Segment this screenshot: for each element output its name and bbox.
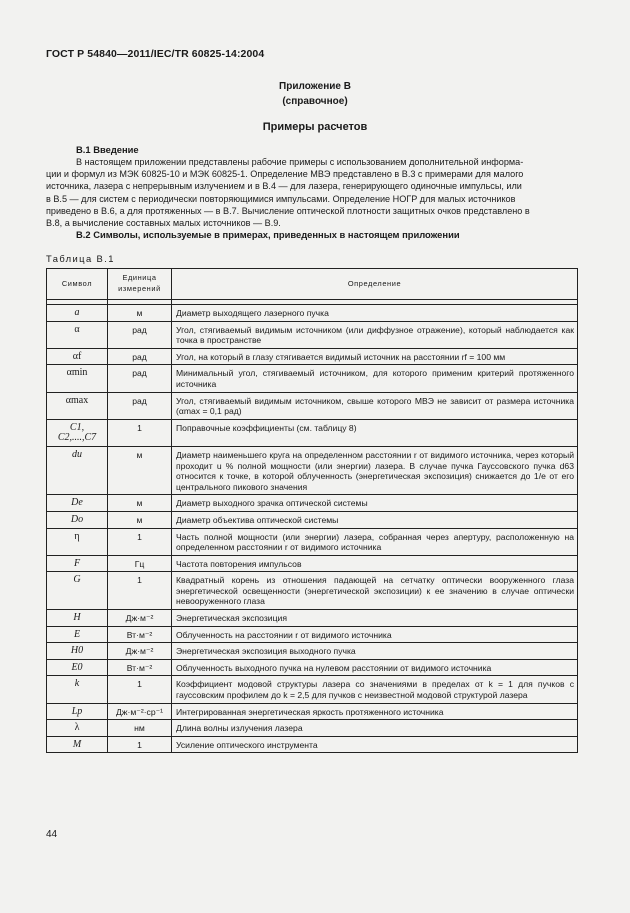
intro-line: В.8, а вычисление составных малых источников — В.9.	[46, 218, 281, 229]
table-row	[47, 511, 578, 528]
cell-definition: Длина волны излучения лазера	[172, 720, 578, 737]
cell-unit: м	[108, 305, 172, 322]
table-row	[47, 626, 578, 643]
cell-definition: Минимальный угол, стягиваемый источником, для которого применим критерий протяженного источника	[172, 365, 578, 392]
cell-unit: рад	[108, 321, 172, 348]
cell-unit: 1	[108, 528, 172, 555]
cell-unit: Гц	[108, 555, 172, 572]
cell-definition: Диаметр наименьшего круга на определенном расстоянии r от видимого источника, через который проходит u % полной мощности (или энергии) лазера. В случае пучка Гауссовского пучка d63 относится к точке, в которой облученность (энергетическая экспозиция) снижается до 1/e от его центрального пикового значения	[172, 446, 578, 494]
annex-title: Приложение В	[279, 81, 351, 92]
cell-definition: Облученность выходного пучка на нулевом расстоянии от видимого источника	[172, 659, 578, 676]
cell-symbol: E	[47, 626, 108, 643]
cell-definition: Угол, стягиваемый видимым источником (или диффузное отражение), который наблюдается как точка в пространстве	[172, 321, 578, 348]
intro-line: приведено в В.6, а для протяженных — в В.7. Вычисление оптической плотности защитных очков представлено в	[46, 205, 530, 216]
intro-line: В настоящем приложении представлены рабочие примеры с использованием дополнительной информа-	[76, 157, 524, 167]
intro-line: ции и формул из МЭК 60825-10 и МЭК 60825-1. Определение МВЭ представлено в В.3 с примерами для малого	[46, 169, 524, 180]
table-row	[47, 703, 578, 720]
section-b1-text	[46, 156, 578, 229]
cell-definition: Интегрированная энергетическая яркость протяженного источника	[172, 703, 578, 720]
cell-definition: Частота повторения импульсов	[172, 555, 578, 572]
cell-definition: Коэффициент модовой структуры лазера со значениями в пределах от k = 1 для пучков с гауссовским профилем до k = 2,5 для пучков с неизвестной модовой структурой лазера	[172, 676, 578, 703]
cell-symbol: F	[47, 555, 108, 572]
table-row	[47, 321, 578, 348]
cell-symbol: λ	[47, 720, 108, 737]
cell-symbol: H0	[47, 643, 108, 660]
table-row	[47, 555, 578, 572]
table-row	[47, 643, 578, 660]
table-row	[47, 392, 578, 419]
cell-definition: Угол, стягиваемый видимым источником, свыше которого МВЭ не зависит от размера источника (αmax = 0,1 рад)	[172, 392, 578, 419]
table-row	[47, 495, 578, 512]
standard-header: ГОСТ Р 54840—2011/IEC/TR 60825-14:2004	[46, 48, 265, 60]
cell-unit: м	[108, 511, 172, 528]
cell-unit: м	[108, 446, 172, 494]
cell-symbol: du	[47, 446, 108, 494]
cell-symbol: G	[47, 572, 108, 610]
cell-symbol: E0	[47, 659, 108, 676]
cell-unit: Дж·м⁻²	[108, 643, 172, 660]
cell-definition: Усиление оптического инструмента	[172, 736, 578, 753]
cell-unit: Вт·м⁻²	[108, 659, 172, 676]
cell-symbol: αf	[47, 348, 108, 365]
cell-symbol: M	[47, 736, 108, 753]
cell-symbol: H	[47, 610, 108, 627]
cell-symbol: η	[47, 528, 108, 555]
symbols-table	[46, 268, 578, 753]
cell-unit: нм	[108, 720, 172, 737]
annex-status: (справочное)	[282, 96, 348, 107]
col-header-definition: Определение	[172, 269, 578, 300]
table-row	[47, 305, 578, 322]
cell-definition: Энергетическая экспозиция выходного пучка	[172, 643, 578, 660]
cell-symbol: De	[47, 495, 108, 512]
cell-symbol: Do	[47, 511, 108, 528]
cell-unit: Дж·м⁻²·ср⁻¹	[108, 703, 172, 720]
cell-unit: 1	[108, 572, 172, 610]
table-row	[47, 419, 578, 446]
cell-unit: 1	[108, 676, 172, 703]
table-row	[47, 736, 578, 753]
cell-unit: 1	[108, 419, 172, 446]
table-row	[47, 365, 578, 392]
cell-symbol: k	[47, 676, 108, 703]
cell-symbol: α	[47, 321, 108, 348]
cell-unit: Вт·м⁻²	[108, 626, 172, 643]
cell-unit: 1	[108, 736, 172, 753]
cell-symbol: αmin	[47, 365, 108, 392]
cell-definition: Поправочные коэффициенты (см. таблицу 8)	[172, 419, 578, 446]
cell-symbol: αmax	[47, 392, 108, 419]
table-header-row	[47, 269, 578, 300]
cell-definition: Часть полной мощности (или энергии) лазера, собранная через апертуру, расположенную на определенном расстоянии r от видимого источника	[172, 528, 578, 555]
table-row	[47, 720, 578, 737]
table-row	[47, 572, 578, 610]
cell-definition: Диаметр объектива оптической системы	[172, 511, 578, 528]
intro-line: в В.5 — для систем с периодически повторяющимися импульсами. Определение НОГР для малых источников	[46, 193, 516, 204]
col-header-unit: Единица измерений	[108, 269, 172, 300]
cell-symbol: C1, C2,....,C7	[47, 419, 108, 446]
cell-definition: Диаметр выходящего лазерного пучка	[172, 305, 578, 322]
section-b1-heading: В.1 Введение	[76, 144, 139, 155]
cell-definition: Квадратный корень из отношения падающей на сетчатку оптически вооруженного глаза энергетической освещенности (энергетической экспозиции) к ее значению в случае оптически невооруженного глаза	[172, 572, 578, 610]
cell-definition: Облученность на расстоянии r от видимого источника	[172, 626, 578, 643]
annex-heading: Примеры расчетов	[262, 121, 368, 133]
col-header-symbol: Символ	[47, 269, 108, 300]
cell-unit: рад	[108, 365, 172, 392]
intro-line: источника, лазера с непрерывным излучением и в В.4 — для лазера, генерирующего одиночные импульсы, или	[46, 181, 522, 192]
table-row	[47, 446, 578, 494]
cell-symbol: a	[47, 305, 108, 322]
table-row	[47, 610, 578, 627]
table-row	[47, 348, 578, 365]
cell-definition: Угол, на который в глазу стягивается видимый источник на расстоянии rf = 100 мм	[172, 348, 578, 365]
page-number: 44	[46, 829, 58, 840]
cell-unit: рад	[108, 392, 172, 419]
cell-definition: Энергетическая экспозиция	[172, 610, 578, 627]
cell-unit: рад	[108, 348, 172, 365]
cell-symbol: Lp	[47, 703, 108, 720]
table-row	[47, 528, 578, 555]
table-row	[47, 659, 578, 676]
cell-unit: м	[108, 495, 172, 512]
table-row	[47, 676, 578, 703]
section-b2-heading: В.2 Символы, используемые в примерах, приведенных в настоящем приложении	[76, 229, 460, 240]
cell-definition: Диаметр выходного зрачка оптической системы	[172, 495, 578, 512]
cell-unit: Дж·м⁻²	[108, 610, 172, 627]
table-caption: Таблица В.1	[46, 253, 115, 264]
